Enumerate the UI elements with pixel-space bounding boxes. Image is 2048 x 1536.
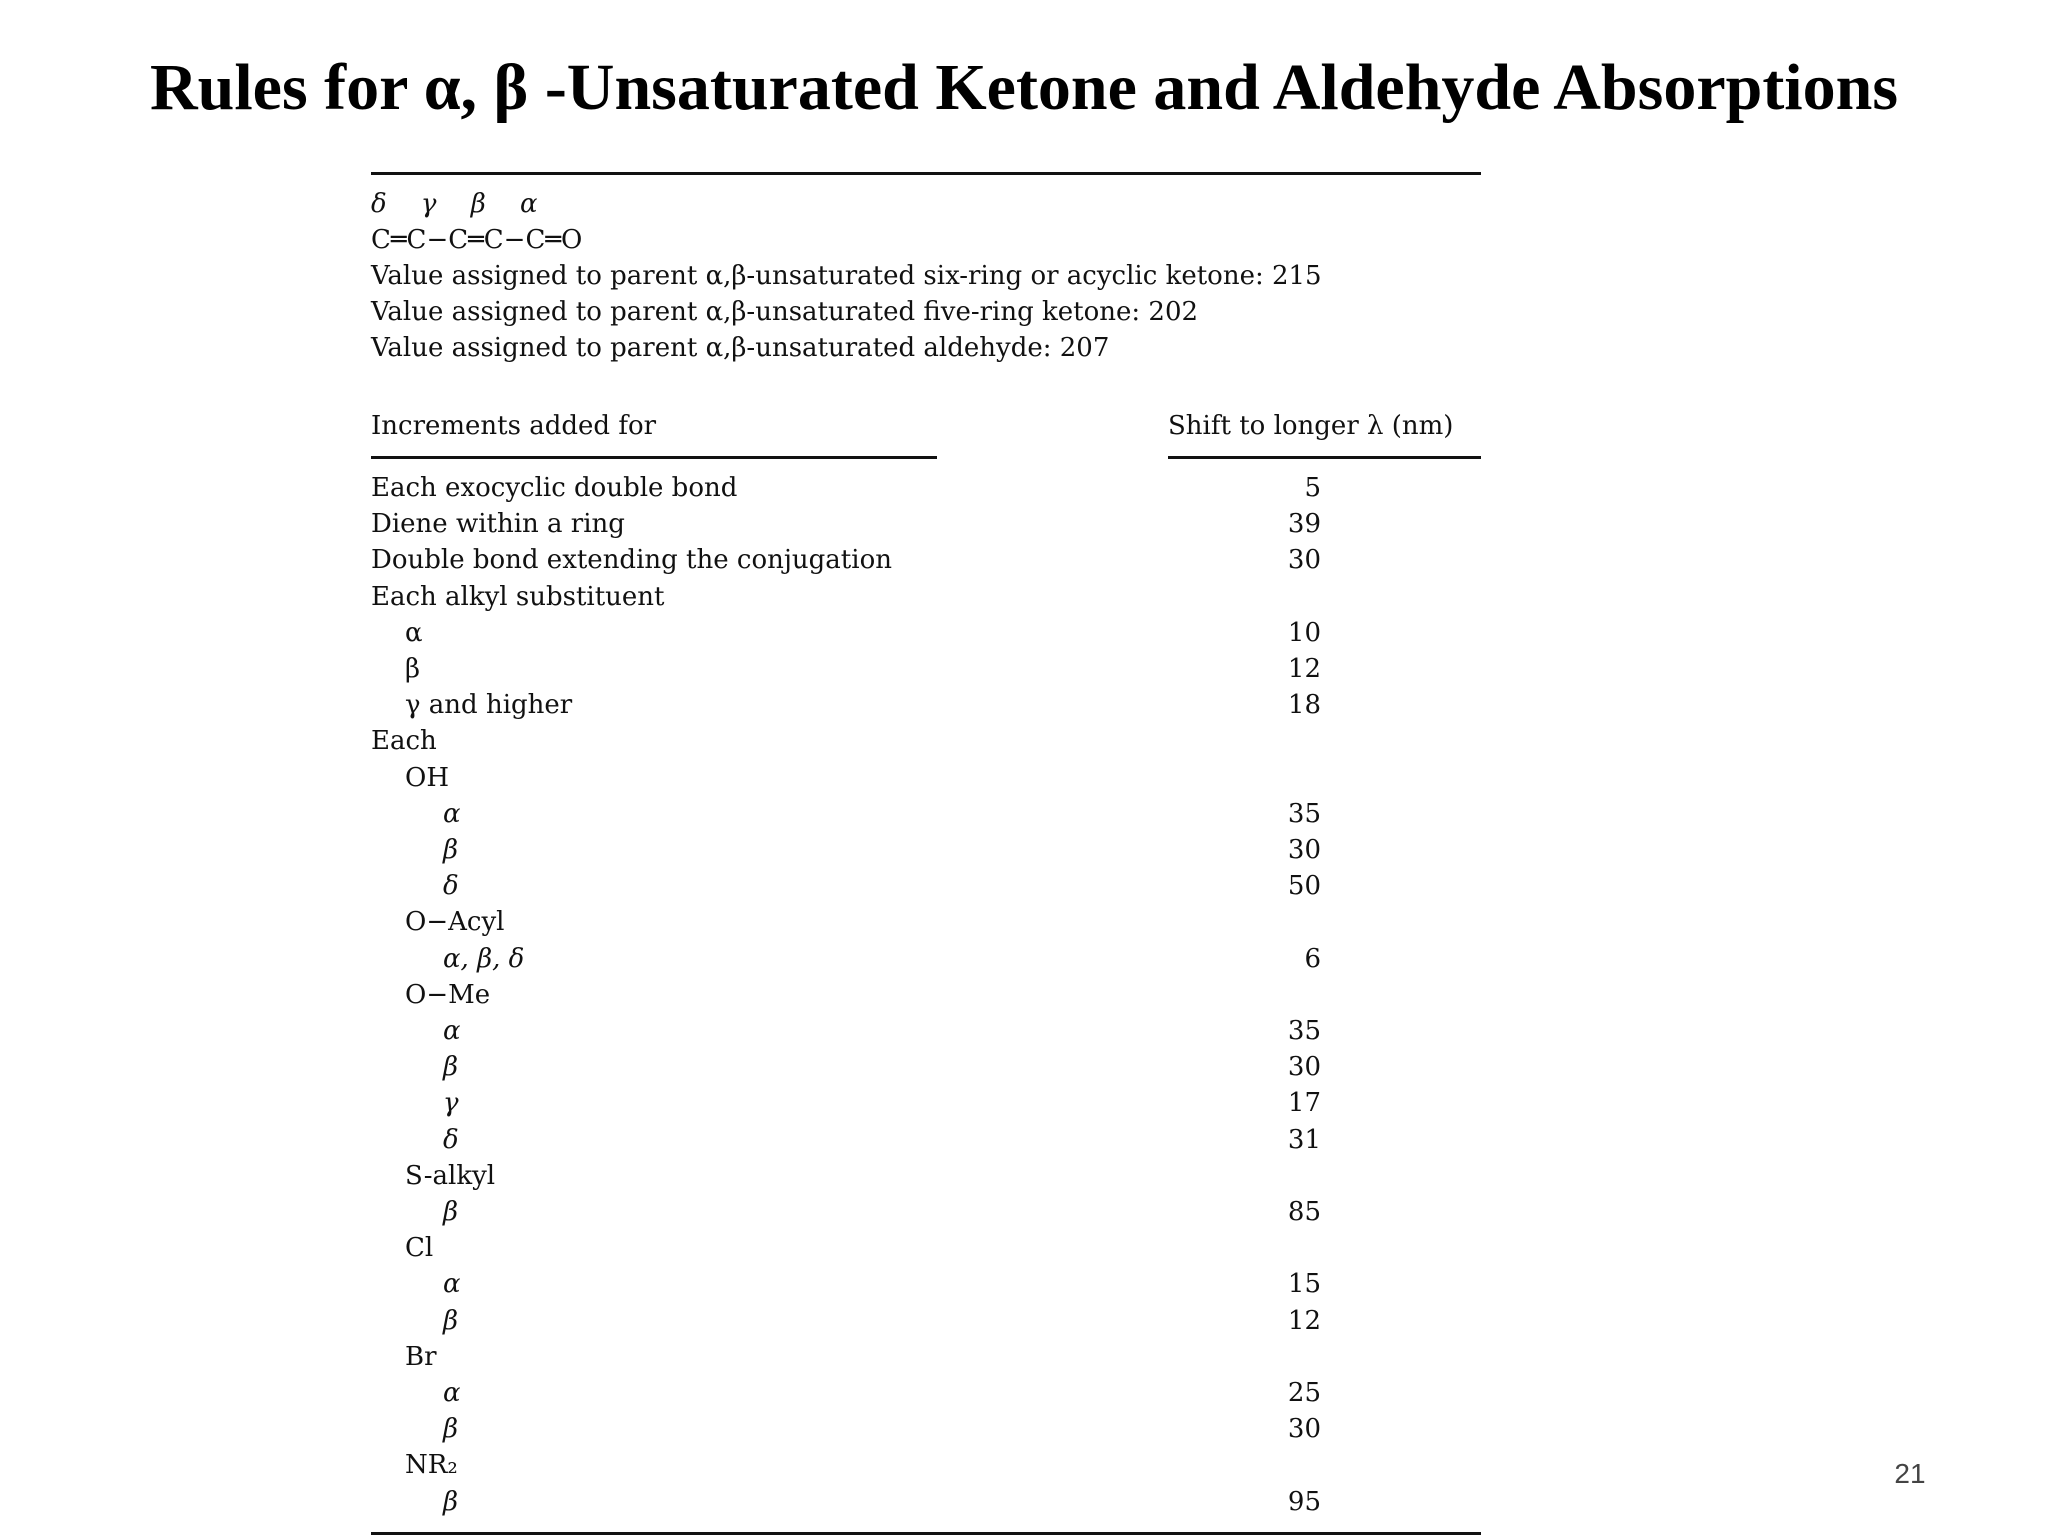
table-row: [371, 1013, 1481, 1049]
row-value: 35: [1287, 798, 1321, 829]
slide-title: Rules for α, β -Unsaturated Ketone and Aldehyde Absorptions: [149, 51, 1899, 124]
table-row: [371, 615, 1481, 651]
row-value: 31: [1287, 1124, 1321, 1155]
row-label: β: [443, 1486, 459, 1517]
row-label: O−Me: [405, 979, 491, 1010]
table-row: [371, 1447, 1481, 1483]
row-label: Diene within a ring: [371, 509, 625, 540]
row-value: 25: [1287, 1378, 1321, 1408]
row-value: 30: [1287, 1052, 1321, 1083]
row-label: β: [405, 654, 421, 684]
row-label: δ: [443, 1124, 459, 1155]
table-row: [371, 760, 1481, 796]
row-label: γ: [443, 1088, 459, 1119]
table-row: [371, 1158, 1481, 1194]
row-label: NR₂: [405, 1450, 458, 1481]
bottom-rule: [371, 1532, 1481, 1535]
row-value: 30: [1287, 1414, 1321, 1445]
page-number: 21: [1894, 1458, 1926, 1489]
row-label: α: [443, 1016, 461, 1046]
row-value: 50: [1287, 871, 1321, 902]
table-row: [371, 651, 1481, 687]
row-label: α: [443, 1378, 461, 1408]
table-row: [371, 1339, 1481, 1375]
row-label: Each: [371, 726, 437, 757]
table-row: [371, 1484, 1481, 1520]
row-value: 35: [1287, 1016, 1321, 1046]
row-value: 85: [1287, 1197, 1321, 1227]
table-row: [371, 904, 1481, 940]
row-label: O−Acyl: [405, 907, 505, 938]
row-value: 95: [1287, 1486, 1321, 1517]
row-value: 6: [1304, 943, 1321, 974]
row-value: 18: [1287, 690, 1321, 721]
table-row: [371, 1266, 1481, 1302]
row-label: OH: [405, 762, 449, 793]
table-row: [371, 1303, 1481, 1339]
table-row: [371, 832, 1481, 868]
row-label: γ and higher: [405, 690, 573, 721]
parent-value-five-ring: Value assigned to parent α,β-unsaturated five-ring ketone: 202: [371, 297, 1199, 327]
row-label: Br: [405, 1341, 437, 1372]
row-label: α: [405, 617, 423, 648]
table-row: [371, 723, 1481, 759]
shift-header: Shift to longer λ (nm): [1168, 411, 1454, 441]
row-label: S-alkyl: [405, 1160, 496, 1191]
row-label: β: [443, 1197, 459, 1227]
table-row: [371, 542, 1481, 578]
table-row: [371, 1122, 1481, 1158]
header-rule-left: [371, 456, 937, 459]
row-label: α: [443, 1269, 461, 1300]
table-row: [371, 868, 1481, 904]
row-value: 12: [1287, 1305, 1321, 1336]
top-rule: [371, 172, 1481, 175]
row-value: 12: [1287, 654, 1321, 684]
table-row: [371, 796, 1481, 832]
increments-header: Increments added for: [371, 411, 657, 441]
position-labels: δ γ β α: [371, 189, 538, 219]
table-row: [371, 1194, 1481, 1230]
row-value: 15: [1287, 1269, 1321, 1300]
table-row: [371, 1049, 1481, 1085]
row-value: 5: [1304, 473, 1321, 503]
row-value: 30: [1287, 835, 1321, 865]
row-value: 30: [1287, 545, 1321, 576]
row-value: 39: [1287, 509, 1321, 540]
row-label: Double bond extending the conjugation: [371, 545, 892, 576]
table-row: [371, 941, 1481, 977]
structure-chain: C═C−C═C−C═O: [371, 225, 583, 255]
parent-value-aldehyde: Value assigned to parent α,β-unsaturated aldehyde: 207: [371, 333, 1110, 363]
row-label: α: [443, 798, 461, 829]
table-row: [371, 1411, 1481, 1447]
header-rule-right: [1168, 456, 1481, 459]
table-row: [371, 1230, 1481, 1266]
row-label: Each exocyclic double bond: [371, 473, 738, 503]
row-label: Cl: [405, 1233, 434, 1264]
row-label: α, β, δ: [443, 943, 525, 974]
row-label: Each alkyl substituent: [371, 581, 665, 612]
row-label: β: [443, 1052, 459, 1083]
table-row: [371, 470, 1481, 506]
table-row: [371, 1375, 1481, 1411]
table-row: [371, 579, 1481, 615]
row-label: δ: [443, 871, 459, 902]
table-row: [371, 977, 1481, 1013]
row-label: β: [443, 1414, 459, 1445]
table-row: [371, 1085, 1481, 1121]
row-value: 10: [1287, 617, 1321, 648]
table-row: [371, 506, 1481, 542]
table-row: [371, 687, 1481, 723]
parent-value-six-ring: Value assigned to parent α,β-unsaturated six-ring or acyclic ketone: 215: [371, 261, 1322, 291]
row-label: β: [443, 1305, 459, 1336]
row-value: 17: [1287, 1088, 1321, 1119]
row-label: β: [443, 835, 459, 865]
